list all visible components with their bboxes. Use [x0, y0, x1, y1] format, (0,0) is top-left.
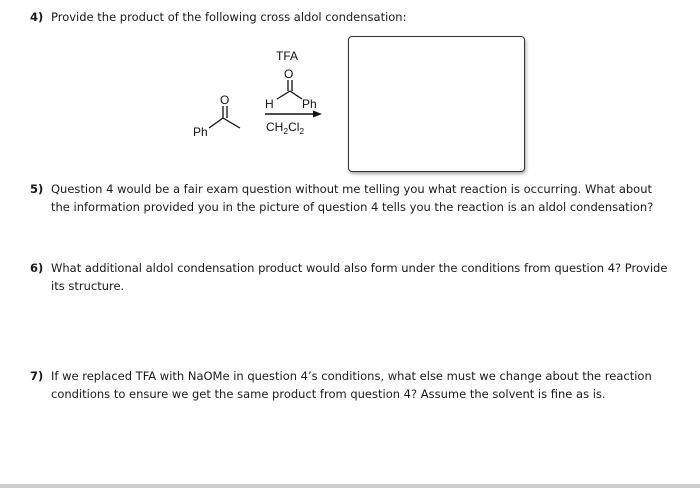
question-text: Question 4 would be a fair exam question without me telling you what reaction is occurring. What about the information provided you in the picture of question 4 tells you the reaction is an aldol condensation? — [51, 182, 654, 214]
reactant-ketone — [193, 93, 240, 139]
ketone-oxygen-label: O — [220, 93, 230, 107]
question-text: What additional aldol condensation product would also form under the conditions from question 4? Provide its structure. — [51, 261, 668, 293]
bottom-divider — [0, 484, 700, 488]
reagent-benzaldehyde — [265, 67, 317, 111]
reagent-tfa: TFA — [276, 49, 299, 63]
reaction-arrow — [265, 111, 322, 118]
question-5 — [30, 180, 670, 216]
question-text: If we replaced TFA with NaOMe in question 4’s conditions, what else must we change about the reaction conditions to ensure we get the same product from question 4? Assume the solvent is fine as is. — [51, 369, 652, 401]
solvent-label: $CH_2Cl_2$ — [266, 120, 305, 136]
question-number: 6) — [30, 261, 44, 275]
question-number: 4) — [30, 10, 44, 24]
question-text: Provide the product of the following cross aldol condensation: — [51, 10, 407, 24]
question-7 — [30, 367, 670, 403]
question-6 — [30, 259, 670, 295]
aldehyde-phenyl-label: Ph — [302, 97, 317, 111]
question-number: 5) — [30, 182, 44, 196]
question-number: 7) — [30, 369, 44, 383]
aldehyde-h-label: H — [265, 97, 274, 111]
aldehyde-oxygen-label: O — [284, 67, 294, 81]
ketone-phenyl-label: Ph — [193, 125, 208, 139]
answer-box[interactable] — [348, 36, 525, 172]
